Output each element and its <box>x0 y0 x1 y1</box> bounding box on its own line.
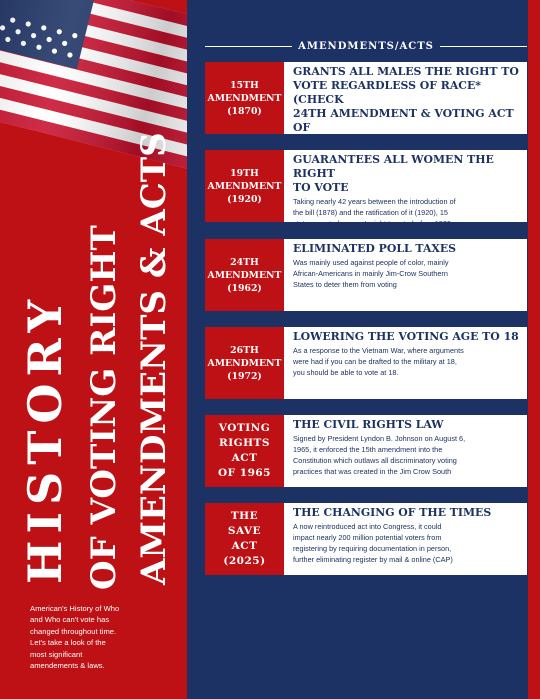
card-title-line: LOWERING THE VOTING AGE TO 18 <box>293 330 519 343</box>
card-tag-line: 26TH <box>230 344 259 356</box>
title-line-history: HISTORY <box>18 292 72 584</box>
card-title-line: THE CIVIL RIGHTS LAW <box>293 418 444 431</box>
card-title-line: ELIMINATED POLL TAXES <box>293 242 457 255</box>
card-body <box>284 327 527 399</box>
card-title <box>293 418 523 432</box>
header-divider-right <box>440 46 527 47</box>
card-tag-line: (1962) <box>227 282 262 294</box>
card-body <box>284 415 527 487</box>
section-header-label: AMENDMENTS/ACTS <box>298 40 434 52</box>
intro-line: amendements & laws. <box>30 661 105 671</box>
title-line-amendments-acts: AMENDMENTS & ACTS <box>134 132 174 585</box>
card-save-act <box>205 503 527 575</box>
card-tag-line: 15TH <box>230 79 259 91</box>
card-title-line: GRANTS ALL MALES THE RIGHT TO <box>293 65 519 78</box>
header-divider-left <box>205 46 292 47</box>
card-title-line: THE CHANGING OF THE TIMES <box>293 506 492 519</box>
card-desc-line: impact nearly 200 million potential voters from <box>293 533 442 542</box>
card-tag-line: RIGHTS <box>219 437 270 449</box>
card-desc-line: practices that was created in the Jim Crow South <box>293 467 452 476</box>
card-description <box>293 345 523 378</box>
card-title-line: 24TH AMENDMENT & VOTING ACT OF <box>293 107 514 134</box>
card-tag-line: AMENDMENT <box>207 357 282 369</box>
card-tag-line: ACT <box>231 452 258 464</box>
card-tag-line: (1972) <box>227 370 262 382</box>
section-header <box>205 38 527 54</box>
intro-line: and Who can't vote has <box>30 615 110 625</box>
card-tag <box>205 62 284 134</box>
card-title-line: VOTE REGARDLESS OF RACE* (CHECK <box>293 79 481 106</box>
card-body <box>284 150 527 228</box>
card-desc-line: As a response to the Vietnam War, where arguments <box>293 346 464 355</box>
card-desc-line: African-Americans in mainly Jim-Crow Southern <box>293 269 448 278</box>
card-tag <box>205 150 284 222</box>
card-body <box>284 503 527 575</box>
left-panel <box>0 0 187 699</box>
card-tag-line: 24TH <box>230 256 259 268</box>
card-desc-line: states granted women's right to vote before 1920. <box>293 219 453 228</box>
card-desc-line: Was mainly used against people of color, mainly <box>293 258 449 267</box>
title-line-voting-right: OF VOTING RIGHT <box>84 225 124 590</box>
card-title-line: 1965) <box>293 135 329 148</box>
card-tag-line: 19TH <box>230 167 259 179</box>
card-desc-line: you should be able to vote at 18. <box>293 368 399 377</box>
card-desc-line: Constitution which outlaws all discriminatory voting <box>293 456 457 465</box>
card-15th-amendment <box>205 62 527 148</box>
card-tag-line: OF 1965 <box>218 467 271 479</box>
card-description <box>293 257 523 290</box>
card-body <box>284 62 527 148</box>
intro-line: Let's take a look of the <box>30 638 106 648</box>
card-desc-line: were had if you can be drafted to the military at 18, <box>293 357 457 366</box>
card-title <box>293 242 523 256</box>
card-tag-line: THE <box>230 510 259 522</box>
intro-text <box>30 603 182 671</box>
card-title <box>293 506 523 520</box>
card-title <box>293 65 523 149</box>
card-voting-rights-act <box>205 415 527 487</box>
intro-line: American's History of Who <box>30 604 120 613</box>
card-title-line: TO VOTE <box>293 181 349 194</box>
card-title <box>293 330 523 344</box>
intro-line: most significant <box>30 649 83 659</box>
right-red-stripe <box>528 0 540 699</box>
card-26th-amendment <box>205 327 527 399</box>
card-19th-amendment <box>205 150 527 228</box>
card-tag-line: SAVE <box>227 525 262 537</box>
card-tag-line: AMENDMENT <box>207 180 282 192</box>
card-title-line: GUARANTEES ALL WOMEN THE RIGHT <box>293 153 494 180</box>
card-tag <box>205 415 284 487</box>
card-tag-line: (1870) <box>227 105 262 117</box>
card-desc-line: registering by requiring documentation in person, <box>293 544 452 553</box>
card-tag <box>205 503 284 575</box>
card-tag <box>205 239 284 311</box>
card-desc-line: Taking nearly 42 years between the introduction of <box>293 197 456 206</box>
card-desc-line: A now reintroduced act into Congress, it could <box>293 522 442 531</box>
card-tag-line: AMENDMENT <box>207 92 282 104</box>
card-description <box>293 433 523 477</box>
card-tag-line: ACT <box>231 540 258 552</box>
intro-line: changed throughout time. <box>30 626 117 636</box>
card-desc-line: States to deter them from voting <box>293 280 397 289</box>
card-tag-line: (1920) <box>227 193 262 205</box>
card-desc-line: 1965, it enforced the 15th amendment into the <box>293 445 443 454</box>
card-desc-line: the bill (1878) and the ratification of it (1920), 15 <box>293 208 448 217</box>
card-24th-amendment <box>205 239 527 311</box>
card-title <box>293 153 523 195</box>
card-tag-line: AMENDMENT <box>207 269 282 281</box>
card-description <box>293 521 523 565</box>
card-desc-line: further eliminating register by mail & online (CAP) <box>293 555 453 564</box>
card-desc-line: Signed by President Lyndon B. Johnson on August 6, <box>293 434 466 443</box>
card-tag-line: VOTING <box>218 422 271 434</box>
card-tag <box>205 327 284 399</box>
card-tag-line: (2025) <box>223 555 266 567</box>
card-body <box>284 239 527 311</box>
card-description <box>293 196 523 229</box>
